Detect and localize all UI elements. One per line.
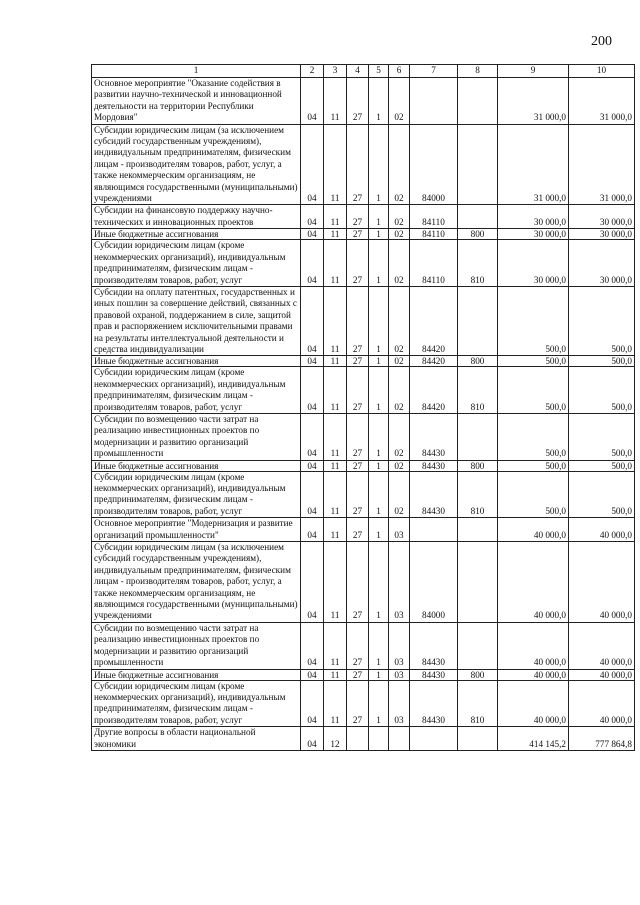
code-subprogram: 1 — [369, 286, 389, 355]
code-subsection: 11 — [324, 356, 347, 367]
amount-year1: 500,0 — [498, 356, 569, 367]
code-expense-type: 800 — [458, 669, 498, 680]
code-subprogram: 1 — [369, 78, 389, 125]
code-expense-type — [458, 124, 498, 205]
table-row — [92, 286, 635, 355]
row-name: Субсидии юридическим лицам (за исключением субсидий государственным учреждениям), индивидуальным предпринимателям, физическим лицам - производителям товаров, работ, услуг, а также некоммерческим организациям, не являющимся государственными (муниципальными) учреждениями — [92, 542, 301, 623]
code-program: 27 — [347, 413, 369, 460]
code-subprogram: 1 — [369, 622, 389, 669]
amount-year1: 30 000,0 — [498, 205, 569, 229]
amount-year1: 40 000,0 — [498, 622, 569, 669]
code-expense-type: 810 — [458, 367, 498, 414]
code-activity — [389, 727, 410, 751]
code-activity: 02 — [389, 286, 410, 355]
code-direction: 84430 — [410, 669, 458, 680]
code-direction: 84420 — [410, 356, 458, 367]
row-name: Субсидии юридическим лицам (кроме некоммерческих организаций), индивидуальным предпринимателям, физическим лицам - производителям товаров, работ, услуг — [92, 240, 301, 287]
code-subprogram: 1 — [369, 124, 389, 205]
amount-year2: 30 000,0 — [569, 205, 635, 229]
code-direction: 84000 — [410, 542, 458, 623]
column-header: 9 — [498, 65, 569, 78]
row-name: Субсидии по возмещению части затрат на реализацию инвестиционных проектов по модернизации и развитию организаций промышленности — [92, 413, 301, 460]
code-expense-type: 810 — [458, 471, 498, 518]
amount-year2: 500,0 — [569, 471, 635, 518]
code-direction: 84430 — [410, 680, 458, 727]
code-subsection: 11 — [324, 205, 347, 229]
amount-year1: 500,0 — [498, 413, 569, 460]
amount-year2: 30 000,0 — [569, 240, 635, 287]
code-subsection: 12 — [324, 727, 347, 751]
code-program: 27 — [347, 669, 369, 680]
amount-year1: 31 000,0 — [498, 124, 569, 205]
amount-year2: 40 000,0 — [569, 542, 635, 623]
amount-year2: 30 000,0 — [569, 229, 635, 240]
amount-year1: 500,0 — [498, 471, 569, 518]
code-subsection: 11 — [324, 518, 347, 542]
row-name: Иные бюджетные ассигнования — [92, 356, 301, 367]
code-program: 27 — [347, 205, 369, 229]
row-name: Иные бюджетные ассигнования — [92, 669, 301, 680]
table-row — [92, 356, 635, 367]
code-subprogram: 1 — [369, 518, 389, 542]
code-activity: 03 — [389, 518, 410, 542]
code-program: 27 — [347, 356, 369, 367]
amount-year1: 40 000,0 — [498, 669, 569, 680]
code-section: 04 — [301, 413, 324, 460]
code-direction: 84430 — [410, 413, 458, 460]
code-section: 04 — [301, 622, 324, 669]
table-row — [92, 542, 635, 623]
row-name: Субсидии юридическим лицам (за исключением субсидий государственным учреждениям), индивидуальным предпринимателям, физическим лицам - производителям товаров, работ, услуг, а также некоммерческим организациям, не являющимся государственными (муниципальными) учреждениями — [92, 124, 301, 205]
amount-year1: 30 000,0 — [498, 240, 569, 287]
code-expense-type: 810 — [458, 240, 498, 287]
code-program: 27 — [347, 518, 369, 542]
code-section: 04 — [301, 471, 324, 518]
code-activity: 02 — [389, 240, 410, 287]
code-subprogram: 1 — [369, 413, 389, 460]
code-expense-type — [458, 413, 498, 460]
code-activity: 02 — [389, 413, 410, 460]
amount-year2: 31 000,0 — [569, 78, 635, 125]
code-section: 04 — [301, 356, 324, 367]
code-subsection: 11 — [324, 680, 347, 727]
amount-year2: 40 000,0 — [569, 669, 635, 680]
code-subsection: 11 — [324, 78, 347, 125]
row-name: Основное мероприятие "Модернизация и развитие организаций промышленности" — [92, 518, 301, 542]
row-name: Другие вопросы в области национальной экономики — [92, 727, 301, 751]
amount-year1: 500,0 — [498, 286, 569, 355]
code-subsection: 11 — [324, 542, 347, 623]
column-header: 6 — [389, 65, 410, 78]
code-activity: 02 — [389, 205, 410, 229]
table-row — [92, 413, 635, 460]
table-row — [92, 229, 635, 240]
code-expense-type — [458, 542, 498, 623]
row-name: Субсидии юридическим лицам (кроме некоммерческих организаций), индивидуальным предпринимателям, физическим лицам - производителям товаров, работ, услуг — [92, 367, 301, 414]
code-subprogram — [369, 727, 389, 751]
code-subsection: 11 — [324, 240, 347, 287]
amount-year1: 30 000,0 — [498, 229, 569, 240]
code-subsection: 11 — [324, 124, 347, 205]
amount-year1: 414 145,2 — [498, 727, 569, 751]
code-subprogram: 1 — [369, 356, 389, 367]
table-row — [92, 622, 635, 669]
code-section: 04 — [301, 367, 324, 414]
code-program: 27 — [347, 471, 369, 518]
code-program: 27 — [347, 78, 369, 125]
amount-year1: 31 000,0 — [498, 78, 569, 125]
code-subprogram: 1 — [369, 669, 389, 680]
code-program: 27 — [347, 286, 369, 355]
code-section: 04 — [301, 240, 324, 287]
row-name: Субсидии по возмещению части затрат на реализацию инвестиционных проектов по модернизации и развитию организаций промышленности — [92, 622, 301, 669]
code-program: 27 — [347, 622, 369, 669]
code-section: 04 — [301, 518, 324, 542]
table-row — [92, 669, 635, 680]
amount-year2: 40 000,0 — [569, 680, 635, 727]
column-header: 4 — [347, 65, 369, 78]
code-activity: 02 — [389, 78, 410, 125]
code-subprogram: 1 — [369, 229, 389, 240]
code-subprogram: 1 — [369, 205, 389, 229]
column-header: 2 — [301, 65, 324, 78]
column-header: 1 — [92, 65, 301, 78]
code-subsection: 11 — [324, 460, 347, 471]
code-expense-type — [458, 727, 498, 751]
code-subsection: 11 — [324, 229, 347, 240]
code-expense-type — [458, 622, 498, 669]
amount-year1: 40 000,0 — [498, 518, 569, 542]
amount-year2: 500,0 — [569, 367, 635, 414]
code-activity: 02 — [389, 367, 410, 414]
code-program: 27 — [347, 680, 369, 727]
code-direction: 84110 — [410, 229, 458, 240]
column-header: 7 — [410, 65, 458, 78]
row-name: Субсидии на финансовую поддержку научно-технических и инновационных проектов — [92, 205, 301, 229]
code-direction: 84000 — [410, 124, 458, 205]
row-name: Субсидии юридическим лицам (кроме некоммерческих организаций), индивидуальным предпринимателям, физическим лицам - производителям товаров, работ, услуг — [92, 680, 301, 727]
code-expense-type — [458, 78, 498, 125]
code-subprogram: 1 — [369, 240, 389, 287]
table-row — [92, 460, 635, 471]
table-row — [92, 727, 635, 751]
code-section: 04 — [301, 669, 324, 680]
code-activity: 02 — [389, 124, 410, 205]
table-row — [92, 518, 635, 542]
budget-table — [91, 64, 635, 751]
code-expense-type: 800 — [458, 229, 498, 240]
code-subprogram: 1 — [369, 542, 389, 623]
table-row — [92, 680, 635, 727]
code-direction — [410, 78, 458, 125]
code-activity: 02 — [389, 471, 410, 518]
table-row — [92, 78, 635, 125]
amount-year1: 40 000,0 — [498, 680, 569, 727]
code-subprogram: 1 — [369, 680, 389, 727]
table-row — [92, 367, 635, 414]
code-expense-type — [458, 205, 498, 229]
amount-year2: 40 000,0 — [569, 518, 635, 542]
amount-year2: 40 000,0 — [569, 622, 635, 669]
code-section: 04 — [301, 542, 324, 623]
code-program: 27 — [347, 229, 369, 240]
code-section: 04 — [301, 78, 324, 125]
amount-year2: 777 864,8 — [569, 727, 635, 751]
code-program: 27 — [347, 367, 369, 414]
column-header: 10 — [569, 65, 635, 78]
code-section: 04 — [301, 229, 324, 240]
amount-year1: 500,0 — [498, 367, 569, 414]
code-program: 27 — [347, 124, 369, 205]
code-subsection: 11 — [324, 669, 347, 680]
amount-year2: 500,0 — [569, 460, 635, 471]
table-row — [92, 240, 635, 287]
code-subsection: 11 — [324, 367, 347, 414]
row-name: Субсидии юридическим лицам (кроме некоммерческих организаций), индивидуальным предпринимателям, физическим лицам - производителям товаров, работ, услуг — [92, 471, 301, 518]
code-activity: 02 — [389, 356, 410, 367]
row-name: Субсидии на оплату патентных, государственных и иных пошлин за совершение действий, связанных с правовой охраной, поддержанием в силе, защитой прав и распоряжением исключительными правами на результаты интеллектуальной деятельности и средства индивидуализации — [92, 286, 301, 355]
code-subprogram: 1 — [369, 367, 389, 414]
code-direction: 84110 — [410, 205, 458, 229]
code-direction: 84430 — [410, 471, 458, 518]
code-activity: 03 — [389, 622, 410, 669]
code-direction — [410, 518, 458, 542]
table-row — [92, 205, 635, 229]
code-direction — [410, 727, 458, 751]
column-header: 8 — [458, 65, 498, 78]
column-header: 3 — [324, 65, 347, 78]
code-subprogram: 1 — [369, 460, 389, 471]
code-program: 27 — [347, 460, 369, 471]
code-section: 04 — [301, 286, 324, 355]
code-subsection: 11 — [324, 413, 347, 460]
column-header: 5 — [369, 65, 389, 78]
code-expense-type — [458, 286, 498, 355]
table-row — [92, 471, 635, 518]
code-activity: 03 — [389, 669, 410, 680]
code-subsection: 11 — [324, 622, 347, 669]
code-direction: 84430 — [410, 622, 458, 669]
code-section: 04 — [301, 727, 324, 751]
code-expense-type: 800 — [458, 356, 498, 367]
table-header-row — [92, 65, 635, 78]
row-name: Основное мероприятие "Оказание содействия в развитии научно-технической и инновационной деятельности на территории Республики Мордовия" — [92, 78, 301, 125]
page-number: 200 — [591, 34, 612, 49]
amount-year2: 500,0 — [569, 286, 635, 355]
code-subsection: 11 — [324, 471, 347, 518]
code-program: 27 — [347, 542, 369, 623]
amount-year2: 500,0 — [569, 413, 635, 460]
code-activity: 02 — [389, 460, 410, 471]
amount-year1: 40 000,0 — [498, 542, 569, 623]
code-direction: 84430 — [410, 460, 458, 471]
row-name: Иные бюджетные ассигнования — [92, 229, 301, 240]
code-activity: 03 — [389, 542, 410, 623]
code-program — [347, 727, 369, 751]
code-subprogram: 1 — [369, 471, 389, 518]
code-subsection: 11 — [324, 286, 347, 355]
code-direction: 84420 — [410, 286, 458, 355]
code-activity: 02 — [389, 229, 410, 240]
code-expense-type: 810 — [458, 680, 498, 727]
amount-year2: 31 000,0 — [569, 124, 635, 205]
code-activity: 03 — [389, 680, 410, 727]
code-expense-type — [458, 518, 498, 542]
code-expense-type: 800 — [458, 460, 498, 471]
table-row — [92, 124, 635, 205]
row-name: Иные бюджетные ассигнования — [92, 460, 301, 471]
code-section: 04 — [301, 680, 324, 727]
code-section: 04 — [301, 205, 324, 229]
amount-year2: 500,0 — [569, 356, 635, 367]
code-program: 27 — [347, 240, 369, 287]
code-direction: 84110 — [410, 240, 458, 287]
code-direction: 84420 — [410, 367, 458, 414]
amount-year1: 500,0 — [498, 460, 569, 471]
code-section: 04 — [301, 124, 324, 205]
code-section: 04 — [301, 460, 324, 471]
